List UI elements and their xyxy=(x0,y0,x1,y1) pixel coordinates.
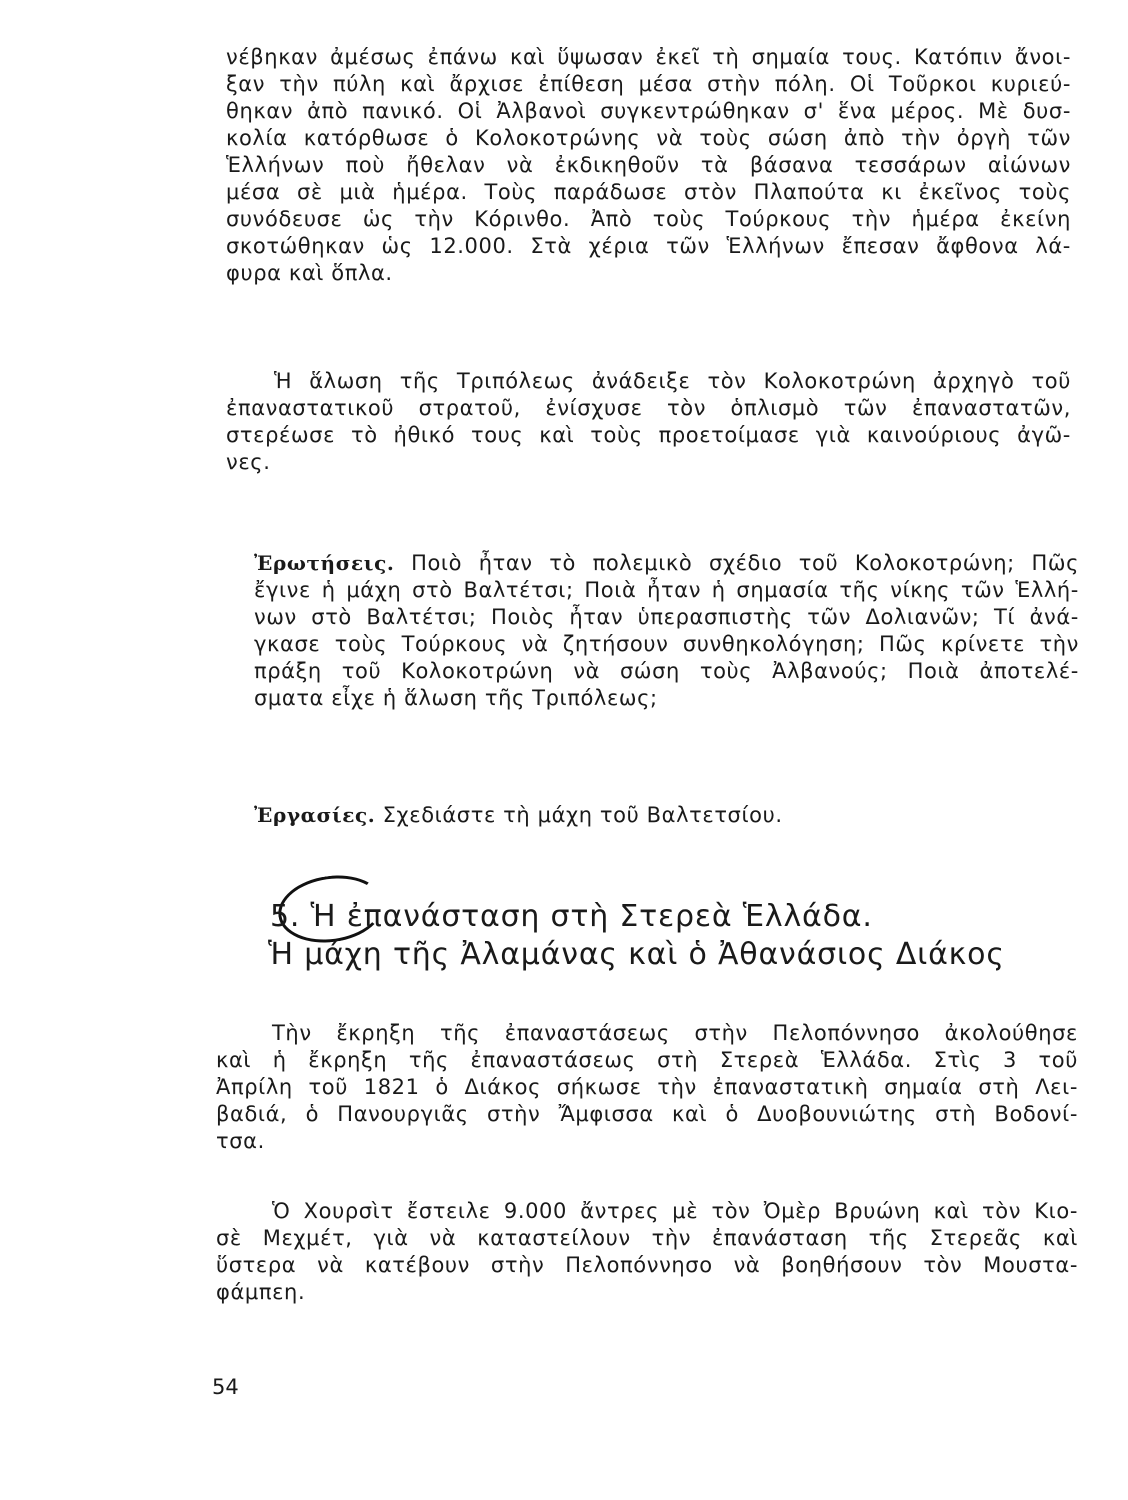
text-line: κολία κατόρθωσε ὁ Κολοκοτρώνης νὰ τοὺς σώση ἀπὸ τὴν ὀργὴ τῶν xyxy=(226,126,1071,150)
text-line: πράξη τοῦ Κολοκοτρώνη νὰ σώση τοὺς Ἀλβανούς; Ποιὰ ἀποτελέ- xyxy=(254,659,1079,683)
page-number: 54 xyxy=(212,1375,239,1399)
text-line: Ἑλλήνων ποὺ ἤθελαν νὰ ἐκδικηθοῦν τὰ βάσανα τεσσάρων αἰώνων xyxy=(226,153,1071,177)
text-line: σματα εἶχε ἡ ἅλωση τῆς Τριπόλεως; xyxy=(254,686,658,710)
text-line: μέσα σὲ μιὰ ἡμέρα. Τοὺς παράδωσε στὸν Πλαπούτα κι ἐκεῖνος τοὺς xyxy=(226,180,1071,204)
questions-block xyxy=(254,550,1079,712)
text-line: θηκαν ἀπὸ πανικό. Οἱ Ἀλβανοὶ συγκεντρώθηκαν σ' ἕνα μέρος. Μὲ δυσ- xyxy=(226,99,1071,123)
paragraph-1 xyxy=(226,44,1071,287)
text-line: συνόδευσε ὡς τὴν Κόρινθο. Ἀπὸ τοὺς Τούρκους τὴν ἡμέρα ἐκείνη xyxy=(226,207,1071,231)
text-line: καὶ ἡ ἔκρηξη τῆς ἐπαναστάσεως στὴ Στερεὰ Ἑλλάδα. Στὶς 3 τοῦ xyxy=(216,1048,1078,1072)
text-line: Ἡ ἅλωση τῆς Τριπόλεως ἀνάδειξε τὸν Κολοκοτρώνη ἀρχηγὸ τοῦ xyxy=(274,369,1071,393)
paragraph-4 xyxy=(216,1198,1078,1306)
text-line: νέβηκαν ἀμέσως ἐπάνω καὶ ὕψωσαν ἐκεῖ τὴ σημαία τους. Κατόπιν ἄνοι- xyxy=(226,45,1071,69)
paragraph-3 xyxy=(216,1020,1078,1155)
text-line: ξαν τὴν πύλη καὶ ἄρχισε ἐπίθεση μέσα στὴν πόλη. Οἱ Τοῦρκοι κυριεύ- xyxy=(226,72,1071,96)
text-line: νες. xyxy=(226,450,271,474)
tasks-block xyxy=(254,802,1079,829)
tasks-line xyxy=(254,802,1079,829)
text-line: ἐπαναστατικοῦ στρατοῦ, ἐνίσχυσε τὸν ὁπλισμὸ τῶν ἐπαναστατῶν, xyxy=(226,396,1071,420)
text-line: ὕστερα νὰ κατέβουν στὴν Πελοπόννησο νὰ βοηθήσουν τὸν Μουστα- xyxy=(216,1253,1078,1277)
text-line: Ἀπρίλη τοῦ 1821 ὁ Διάκος σήκωσε τὴν ἐπαναστατικὴ σημαία στὴ Λει- xyxy=(216,1075,1078,1099)
text-line: φάμπεη. xyxy=(216,1280,306,1304)
text-line: γκασε τοὺς Τούρκους νὰ ζητήσουν συνθηκολόγηση; Πῶς κρίνετε τὴν xyxy=(254,632,1079,656)
text-line: νων στὸ Βαλτέτσι; Ποιὸς ἦταν ὑπερασπιστὴς τῶν Δολιανῶν; Τί ἀνά- xyxy=(254,605,1079,629)
section-heading xyxy=(270,898,1030,974)
text-line: ἔγινε ἡ μάχη στὸ Βαλτέτσι; Ποιὰ ἦταν ἡ σημασία τῆς νίκης τῶν Ἑλλή- xyxy=(254,578,1079,602)
section-title-line-1: 5. Ἡ ἐπανάσταση στὴ Στερεὰ Ἑλλάδα. xyxy=(270,899,873,934)
text-line: τσα. xyxy=(216,1129,265,1153)
text-line: σὲ Μεχμέτ, γιὰ νὰ καταστείλουν τὴν ἐπανάσταση τῆς Στερεᾶς καὶ xyxy=(216,1226,1078,1250)
text-line: Τὴν ἔκρηξη τῆς ἐπαναστάσεως στὴν Πελοπόννησο ἀκολούθησε xyxy=(272,1021,1078,1045)
text-line: στερέωσε τὸ ἠθικό τους καὶ τοὺς προετοίμασε γιὰ καινούριους ἀγῶ- xyxy=(226,423,1071,447)
tasks-label: Ἐργασίες. xyxy=(254,803,376,827)
tasks-text: Σχεδιάστε τὴ μάχη τοῦ Βαλτετσίου. xyxy=(382,803,783,827)
text-line: σκοτώθηκαν ὡς 12.000. Στὰ χέρια τῶν Ἑλλήνων ἔπεσαν ἄφθονα λά- xyxy=(226,234,1071,258)
text-line: Ὁ Χουρσὶτ ἔστειλε 9.000 ἄντρες μὲ τὸν Ὀμὲρ Βρυώνη καὶ τὸν Κιο- xyxy=(272,1199,1078,1223)
text-line: φυρα καὶ ὅπλα. xyxy=(226,261,393,285)
text-line: βαδιά, ὁ Πανουργιᾶς στὴν Ἄμφισσα καὶ ὁ Δυοβουνιώτης στὴ Βοδονί- xyxy=(216,1102,1078,1126)
section-title-line-2: Ἡ μάχη τῆς Ἀλαμάνας καὶ ὁ Ἀθανάσιος Διάκος xyxy=(268,937,1005,972)
text-line: Ποιὸ ἦταν τὸ πολεμικὸ σχέδιο τοῦ Κολοκοτρώνη; Πῶς xyxy=(411,551,1079,575)
questions-label: Ἐρωτήσεις. xyxy=(254,551,395,575)
paragraph-2 xyxy=(226,368,1071,476)
questions-first-line xyxy=(254,550,1079,577)
